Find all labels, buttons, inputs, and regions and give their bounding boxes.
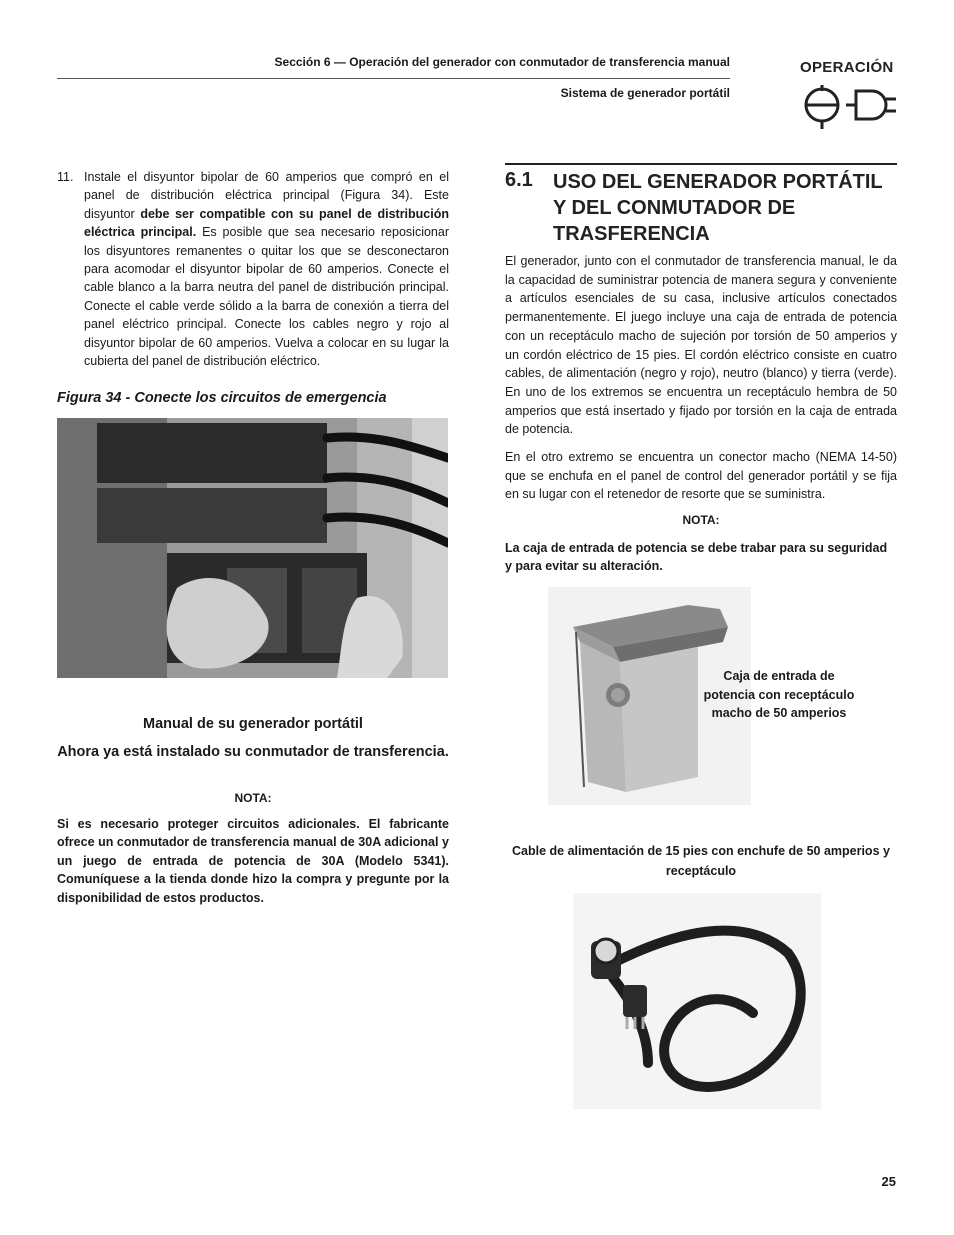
page-number: 25 (881, 1174, 896, 1189)
nota-label-left: NOTA: (234, 791, 272, 805)
section-number: 6.1 (505, 169, 533, 191)
instruction-step-11 (57, 168, 449, 370)
nota-label-right: NOTA: (682, 513, 720, 527)
figure-34-caption: Figura 34 - Conecte los circuitos de emergencia (57, 390, 387, 406)
section-header-subtitle: Sistema de generador portátil (560, 86, 730, 100)
step-number: 11. (57, 170, 74, 184)
power-cord-caption: Cable de alimentación de 15 pies con enchufe de 50 amperios y receptáculo (512, 844, 890, 878)
header-rule (57, 78, 730, 79)
section-header-title: Sección 6 — Operación del generador con conmutador de transferencia manual (274, 55, 730, 69)
inlet-box-caption: Caja de entrada de potencia con receptáculo macho de 50 amperios (703, 669, 855, 721)
step-text: Instale el disyuntor bipolar de 60 amperios que compró en el panel de distribución eléctrica principal (Figura 34). Este disyuntor debe ser compatible con su panel de distribución eléctrica principal. Es posible que sea necesario reposicionar los disyuntores remanentes o quitar los que se desconectaron para acomodar el disyuntor bipolar de 60 amperios. Conecte el cable blanco a la barra neutra del panel de distribución principal. Conecte el cable verde sólido a la barra de conexión a tierra del panel eléctrico principal. Conecte los cables negro y rojo al disyuntor bipolar de 60 amperios. Vuelva a colocar en su lugar la cubierta del panel de distribución eléctrico. (84, 170, 450, 369)
operation-label: OPERACIÓN (800, 59, 894, 76)
manual-title: Manual de su generador portátil (143, 716, 363, 732)
section-rule (505, 163, 897, 165)
section-title: USO DEL GENERADOR PORTÁTIL Y DEL CONMUTADOR DE TRASFERENCIA (553, 171, 883, 245)
nota-text-right: La caja de entrada de potencia se debe trabar para su seguridad y para evitar su alteración. (505, 541, 888, 574)
power-cord-photo (573, 893, 821, 1109)
breaker-panel-photo (57, 418, 448, 678)
plug-and-socket-icon (800, 83, 900, 136)
body-paragraph-2: En el otro extremo se encuentra un conector macho (NEMA 14-50) que se enchufa en el panel de control del generador portátil y se fija en su lugar con el retenedor de resorte que se suministra. (505, 450, 897, 502)
nota-text-left: Si es necesario proteger circuitos adicionales. El fabricante ofrece un conmutador de transferencia manual de 30A adicional y un juego de entrada de potencia de 30A (Modelo 5341). Comuníquese a la tienda donde hizo la compra y pregunte por la disponibilidad de estos productos. (57, 817, 449, 905)
body-paragraph-1: El generador, junto con el conmutador de transferencia manual, le da la capacidad de suministrar potencia de manera segura y conveniente a artículos esenciales de su casa, inclusive artículos conectados permanentemente. El juego incluye una caja de entrada de potencia con un receptáculo macho de sujeción por torsión de 50 amperios y un cordón eléctrico de 15 pies. El cordón eléctrico consiste en cuatro cables, de alimentación (negro y rojo), neutro (blanco) y tierra (verde). En uno de los extremos se encuentra un receptáculo hembra de 50 amperios que está insertado y fijado por torsión en la caja de entrada de potencia. (505, 254, 897, 437)
installed-title: Ahora ya está instalado su conmutador de transferencia. (57, 744, 449, 760)
